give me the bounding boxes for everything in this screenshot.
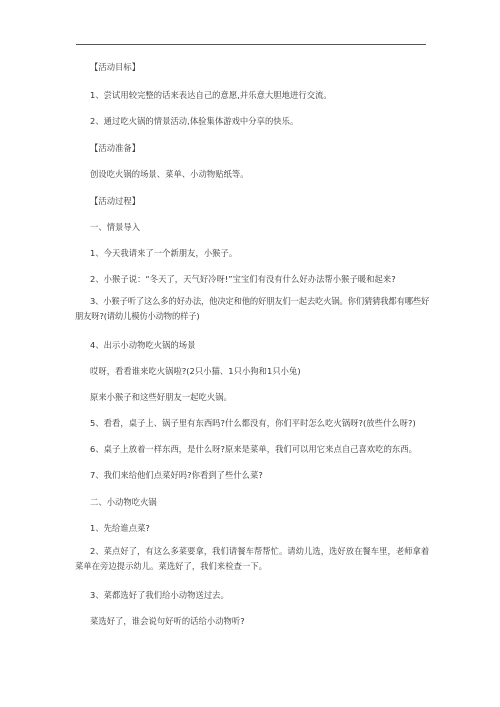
preparation-text: 创设吃火锅的场景、菜单、小动物贴纸等。 — [90, 169, 249, 179]
process-step-4: 4、出示小动物吃火锅的场景 — [90, 340, 196, 350]
process-step-5: 5、看看，桌子上、锅子里有东西吗?什么都没有，你们平时怎么吃火锅呀?(放些什么呀?) — [90, 418, 416, 428]
heading-activity-preparation: 【活动准备】 — [90, 143, 141, 153]
process-step-2: 2、小猴子说：“冬天了，天气好冷呀!”宝宝们有没有什么好办法帮小猴子暖和起来? — [90, 274, 396, 284]
section-2-step-3-line: 菜选好了，谁会说句好听的话给小动物听? — [90, 616, 245, 626]
process-step-7: 7、我们来给他们点菜好吗?你看到了些什么菜? — [90, 470, 263, 480]
process-step-6: 6、桌子上放着一样东西，是什么呀?原来是菜单，我们可以用它来点自己喜欢吃的东西。 — [90, 444, 417, 454]
process-step-3: 3、小猴子听了这么多的好办法，他决定和他的好朋友们一起去吃火锅。你们猜猜我都有哪些好朋友呀?(请幼儿模仿小动物的样子) — [75, 296, 430, 321]
process-step-4-line-1: 哎呀，看看谁来吃火锅啦?(2只小猫、1只小狗和1只小兔) — [90, 366, 301, 376]
goal-item-1: 1、尝试用较完整的话来表达自己的意愿,并乐意大胆地进行交流。 — [90, 90, 332, 100]
process-step-1: 1、今天我请来了一个新朋友，小猴子。 — [90, 248, 238, 258]
section-2-step-2: 2、菜点好了，有这么多菜要拿，我们请餐车帮帮忙。请幼儿选，选好放在餐车里，老师拿着菜单在旁边提示幼儿。菜选好了，我们来检查一下。 — [75, 546, 430, 571]
section-heading-2: 二、小动物吃火锅 — [90, 497, 157, 507]
section-heading-1: 一、情景导入 — [90, 222, 141, 232]
section-2-step-1: 1、先给谁点菜? — [90, 523, 150, 533]
section-2-step-3: 3、菜都选好了我们给小动物送过去。 — [90, 590, 229, 600]
heading-activity-process: 【活动过程】 — [90, 196, 141, 206]
heading-activity-goals: 【活动目标】 — [90, 62, 141, 72]
process-step-4-line-2: 原来小猴子和这些好朋友一起吃火锅。 — [90, 392, 232, 402]
goal-item-2: 2、通过吃火锅的情景活动,体验集体游戏中分享的快乐。 — [90, 116, 299, 126]
